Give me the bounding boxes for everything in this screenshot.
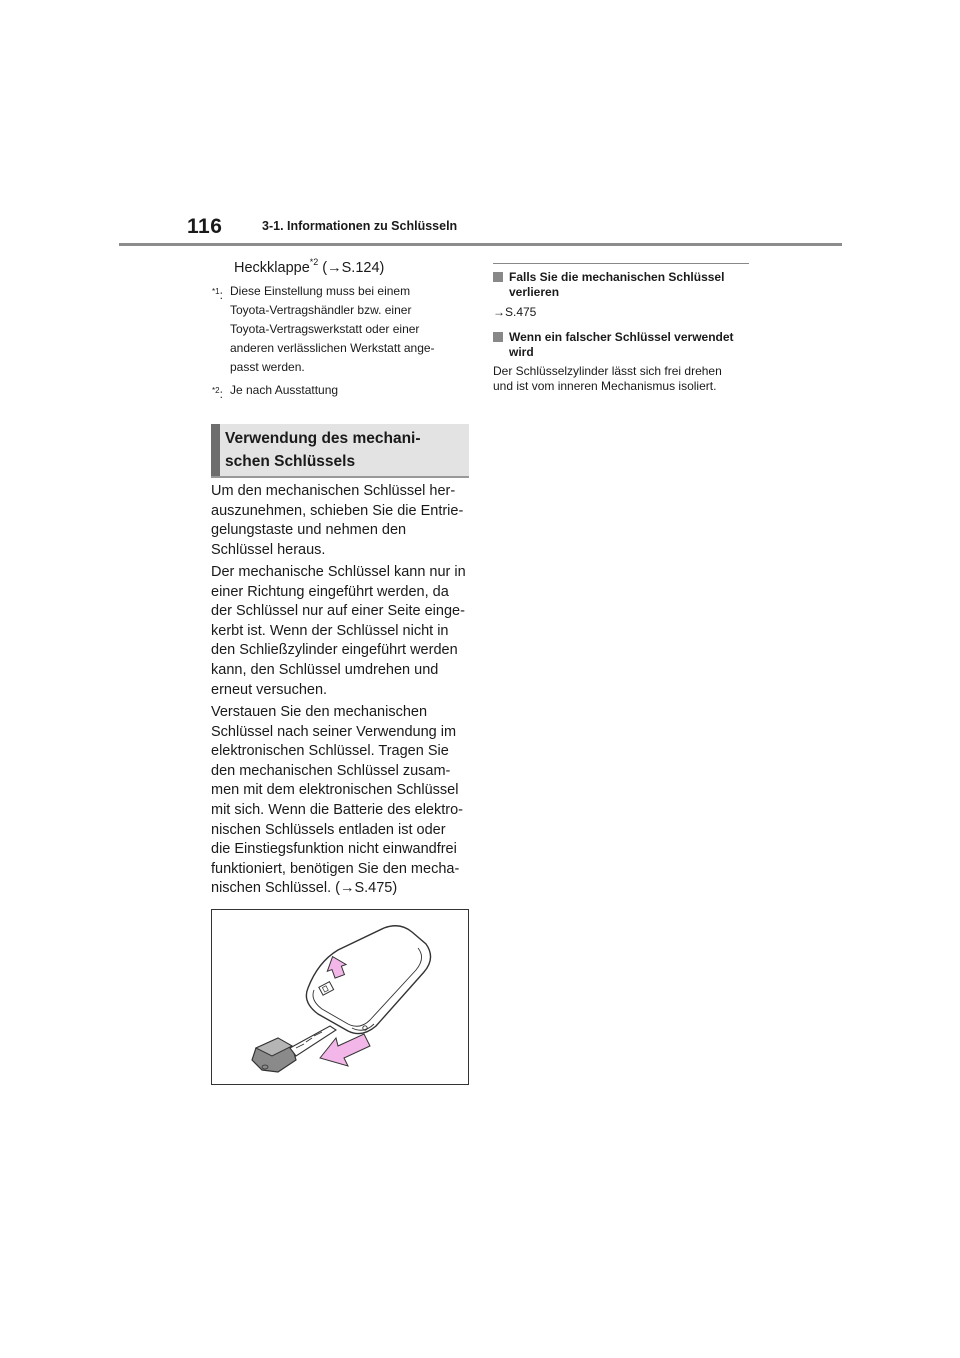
mechanical-key-icon [252,1026,336,1072]
key-illustration-svg [212,910,468,1084]
paragraph-2: Der mechanische Schlüssel kann nur in einer Richtung eingeführt werden, da der Schlüssel nur auf einer Seite einge- kerbt ist. Wenn der Schlüssel nicht in den Schließzylinder eingeführt werden kann, den Schlüssel umdrehen und erneut versuchen. [211,564,466,698]
square-bullet-icon [493,332,503,342]
footnote-mark: $^{*2}$: [212,386,223,401]
lead-line [234,258,384,276]
lead-text: Heckklappe [234,259,310,276]
lead-reference: (→S.124) [318,259,385,276]
right-column-divider [493,263,749,264]
footnote-text: Je nach Ausstattung [230,383,339,397]
subheading-lost-keys [493,270,751,302]
subheading-text: Falls Sie die mechanischen Schlüssel verlieren [509,270,725,299]
subheading-text: Wenn ein falscher Schlüssel verwendet wird [509,330,734,359]
heading-text: Verwendung des mechani- schen Schlüssels [225,430,421,470]
footnote-text: Diese Einstellung muss bei einem Toyota-Vertragshändler bzw. einer Toyota-Vertragswerkstatt oder einer anderen verlässlichen Werkstatt ange- passt werden. [230,284,435,374]
subheading-wrong-key [493,330,751,362]
electronic-key-icon [306,926,430,1034]
heading-accent-bar [211,424,220,476]
wrong-key-text: Der Schlüsselzylinder lässt sich frei drehen und ist vom inneren Mechanismus isoliert. [493,364,722,393]
section-heading [211,424,469,478]
lead-superscript: *2 [309,257,319,267]
page-number: 116 [187,215,223,238]
paragraph-1: Um den mechanischen Schlüssel her- auszunehmen, schieben Sie die Entrie- gelungstaste und nehmen den Schlüssel heraus. [211,483,464,558]
lost-keys-reference: →S.475 [493,305,537,319]
header-divider [119,243,842,246]
footnote-mark: $^{*1}$: [212,287,223,302]
section-title: 3-1. Informationen zu Schlüsseln [262,219,458,233]
key-illustration [211,909,469,1085]
paragraph-3: Verstauen Sie den mechanischen Schlüssel nach seiner Verwendung im elektronischen Schlüssel. Tragen Sie den mechanischen Schlüssel zusam- men mit dem elektronischen Schlüssel mit sich. Wenn die Batterie des elektro- nischen Schlüssels entladen ist oder die Einstiegsfunktion nicht einwandfrei funktioniert, benötigen Sie den mecha- nischen Schlüssel. (→S.475) [211,704,463,897]
square-bullet-icon [493,272,503,282]
pull-out-arrow-icon [320,1034,370,1066]
